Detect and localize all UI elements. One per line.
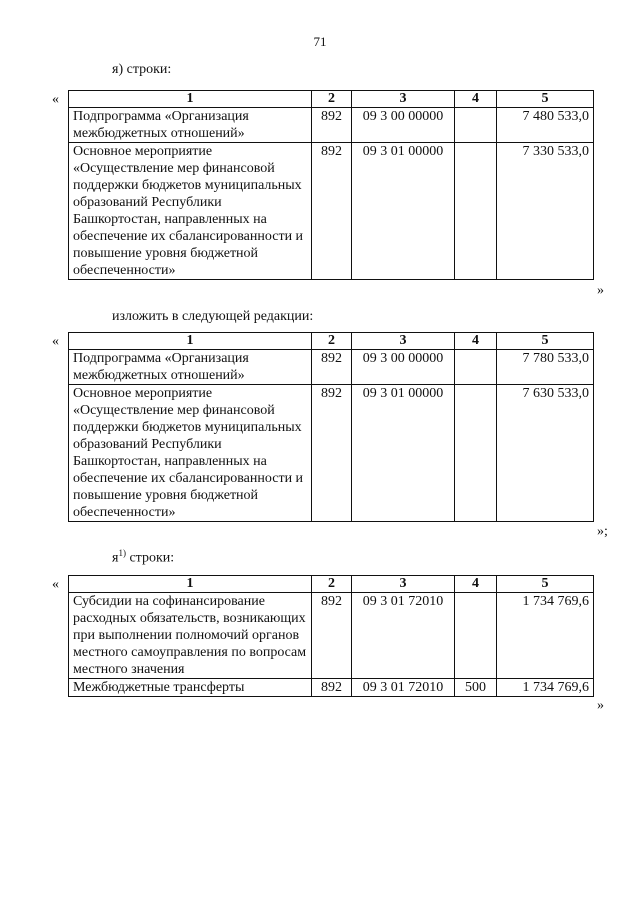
section-label-ya: я) строки: [112,62,172,77]
row-col2: 892 [312,143,352,280]
row-col4 [455,385,497,522]
row-col4 [455,593,497,679]
header-col-5: 5 [497,333,594,350]
table-header-row [69,91,594,108]
table-row [69,679,594,697]
row-col4 [455,108,497,143]
header-col-1: 1 [69,576,312,593]
row-name: Подпрограмма «Организация межбюджетных отношений» [69,108,312,143]
row-col5: 1 734 769,6 [497,679,594,697]
opening-quote: « [52,334,59,349]
table-row [69,350,594,385]
opening-quote: « [52,577,59,592]
header-col-3: 3 [352,576,455,593]
table-header-row [69,576,594,593]
table-row [69,593,594,679]
row-col5: 7 480 533,0 [497,108,594,143]
row-col5: 7 330 533,0 [497,143,594,280]
row-col4: 500 [455,679,497,697]
row-col5: 7 630 533,0 [497,385,594,522]
section-label-new-version: изложить в следующей редакции: [112,309,314,324]
row-col4 [455,350,497,385]
row-col3: 09 3 00 00000 [352,108,455,143]
header-col-5: 5 [497,91,594,108]
header-col-2: 2 [312,333,352,350]
header-col-1: 1 [69,333,312,350]
row-name: Подпрограмма «Организация межбюджетных отношений» [69,350,312,385]
row-col4 [455,143,497,280]
header-col-2: 2 [312,576,352,593]
header-col-3: 3 [352,91,455,108]
row-col2: 892 [312,350,352,385]
opening-quote: « [52,92,59,107]
closing-quote: » [597,698,604,713]
header-col-2: 2 [312,91,352,108]
table-new-rows [68,332,594,522]
row-col3: 09 3 01 00000 [352,385,455,522]
table-row [69,143,594,280]
header-col-3: 3 [352,333,455,350]
row-col2: 892 [312,679,352,697]
row-name: Субсидии на софинансирование расходных обязательств, возникающих при выполнении полномочий органов местного самоуправления по вопросам местного значения [69,593,312,679]
header-col-1: 1 [69,91,312,108]
row-col2: 892 [312,108,352,143]
closing-quote-semicolon: »; [597,524,608,539]
table-old-rows [68,90,594,280]
table-row [69,108,594,143]
row-col2: 892 [312,593,352,679]
row-col5: 7 780 533,0 [497,350,594,385]
row-col5: 1 734 769,6 [497,593,594,679]
header-col-4: 4 [455,91,497,108]
table-row [69,385,594,522]
table-header-row [69,333,594,350]
label-suffix: строки: [125,550,175,566]
header-col-4: 4 [455,333,497,350]
table-ya1-rows [68,575,594,697]
header-col-4: 4 [455,576,497,593]
row-col3: 09 3 01 00000 [352,143,455,280]
label-prefix: я [112,550,119,566]
row-col3: 09 3 01 72010 [352,593,455,679]
section-label-ya1 [112,548,174,567]
row-name: Основное мероприятие «Осуществление мер финансовой поддержки бюджетов муниципальных образований Республики Башкортостан, направленных на обеспечение их сбалансированности и повышение уровня бюджетной обеспеченности» [69,143,312,280]
row-col3: 09 3 00 00000 [352,350,455,385]
row-col2: 892 [312,385,352,522]
row-col3: 09 3 01 72010 [352,679,455,697]
header-col-5: 5 [497,576,594,593]
closing-quote: » [597,283,604,298]
row-name: Основное мероприятие «Осуществление мер финансовой поддержки бюджетов муниципальных образований Республики Башкортостан, направленных на обеспечение их сбалансированности и повышение уровня бюджетной обеспеченности» [69,385,312,522]
row-name: Межбюджетные трансферты [69,679,312,697]
label-superscript: 1) [118,548,126,558]
page-number: 71 [313,34,327,49]
